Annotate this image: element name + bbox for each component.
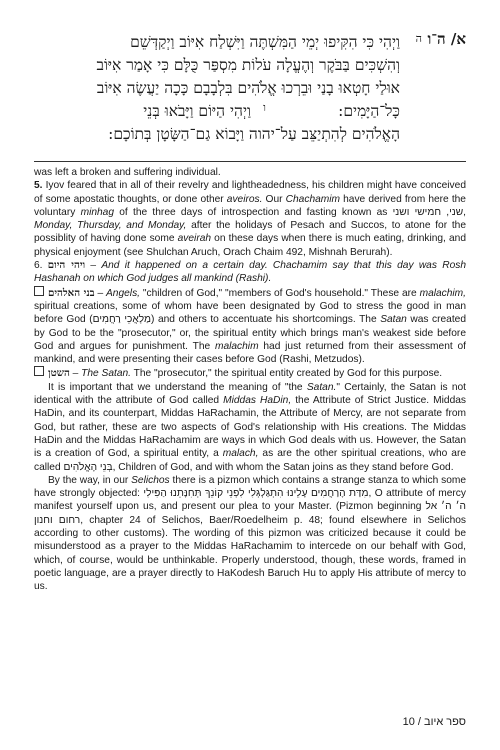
text: malach, [222, 448, 259, 460]
hebrew-headword: ויהי היום [47, 259, 86, 272]
chapter-verse-reference [427, 30, 466, 49]
text: Selichos [131, 474, 170, 486]
text: – And it happened on a certain day. Chachamim say that this day was Rosh Hashanah on which God judges all mankind (Rashi). [34, 260, 466, 285]
verse-text-block [34, 26, 466, 161]
verse-line: כָּל־הַיָּמִים: [338, 102, 400, 120]
text: aveirah [177, 233, 212, 245]
text: Our [262, 193, 286, 205]
text: Satan. [306, 381, 337, 393]
text: aveiros. [226, 193, 263, 205]
verse-line: וַיְהִי הַיּוֹם וַיָּבֹאוּ בְּנֵי [143, 102, 251, 120]
verse-line: אוּלַי חָטְאוּ בָנַי וּבֵרְכוּ אֱלֹהִים בִּלְבָבָם כָּכָה יַעֲשֶׂה אִיּוֹב [96, 79, 400, 97]
text: after the holidays of Pesach and Succos, to atone for the possiblity of having done some [34, 220, 466, 245]
text: Satan [380, 314, 407, 326]
divider [34, 161, 466, 162]
text: Iyov feared that in all of their revelry and lightheadedness, his children might have conceived of some apostatic thoughts, or done other [34, 180, 466, 205]
page [34, 26, 466, 594]
text: – [94, 287, 107, 299]
text: spiritual creations, some of whom have been designated by God to stress the good in man before God (מַלְאֲכֵי רַחֲמִים) and others to accentuate his shortcomings. The [34, 300, 466, 326]
text: minhag [80, 206, 115, 218]
text: "children of God," "members of God's household." These are [140, 287, 420, 299]
checkbox-icon [34, 366, 44, 376]
text: the Attribute of Strict Justice. Middas HaDin, and its counterpart, Middas HaRachamin, the Attribute of Mercy, are not separate from God, but rather, these are two aspects of God's relationship with His creations. The Middas HaDin and the Middas HaRachamim are ways in which God deals with us. However, the Satan is a creation of God, a spiritual entity, a [34, 395, 467, 460]
verse-number-5: ה [415, 32, 422, 45]
footer-text: ספר איוב / 10 [402, 716, 466, 728]
paragraph [34, 286, 466, 367]
text: By the way, in our [48, 474, 132, 486]
verse-line: וַיְהִי כִּי הִקִּיפוּ יְמֵי הַמִּשְׁתֶּה וַיִּשְׁלַח אִיּוֹב וַיְקַדְּשֵׁם [130, 33, 400, 51]
text: Monday, Thursday, and Monday, [34, 220, 187, 232]
reference-main: א/ ה־ו [427, 30, 466, 48]
checkbox-icon [34, 286, 44, 296]
paragraph [34, 259, 466, 286]
commentary [34, 166, 466, 594]
hebrew-headword: השטן [48, 367, 70, 380]
text: " Certainly, the Satan is not identical with the attribute of God called [34, 381, 466, 407]
text: there is a pizmon which contains a strange stanza to which some have strongly objected: מִדַּת הָרַחֲמִים עָלֵינוּ הִתְגַּלְגְּלִי לִפְנֵי קוֹנֵךְ תְּחִנָּתֵנוּ הַפִּילִי, O attribute of mercy manifest yourself upon us, and present our plea to your Master. (Pizmon beginning ה׳ ה׳ אל רחום וחנון, chapter 24 of Selichos, Baer/Roedelheim p. 48; found elsewhere in Selichos according to other customs). The wording of this pizmon was criticized because it could be misunderstood as a prayer to the Middas HaRachamim to intercede on our behalf with God, which, of course, would be unthinkable. Properly understood, though, these words, framed in poetic language, are a prayer directly to HaKodesh Baruch Hu to apply His attribute of mercy to us. [34, 474, 467, 593]
paragraph: was left a broken and suffering individual. [34, 167, 221, 178]
text: had just returned from their assessment of mankind, and were presenting their cases before God (Rashi, Metzudos). [34, 340, 466, 366]
text: was created by God to be the "prosecutor," or, the spiritual entity which brings man's weakest side before God and argues for punishment. The [34, 314, 466, 352]
text: It is important that we understand the meaning of "the [48, 381, 307, 393]
hebrew-headword: בני האלהים [48, 286, 95, 299]
text: malachim, [419, 287, 466, 299]
note-number: 5. [34, 180, 43, 192]
verse-line: הָאֱלֹהִים לְהִתְיַצֵּב עַל־יהוה וַיָּבוֹא גַם־הַשָּׂטָן בְּתוֹכָם: [108, 125, 400, 143]
note-number: 6. [34, 260, 43, 272]
text: as are the other spiritual creations, who are called בְּנֵי הָאֱלֹהִים, Children of God, and with whom the Satan joins as they stand before God. [34, 448, 466, 473]
verse-line: וְהִשְׁכִּים בַּבֹּקֶר וְהֶעֱלָה עֹלוֹת מִסְפַּר כֻּלָּם כִּי אָמַר אִיּוֹב [96, 56, 400, 74]
text: The "prosecutor," the spiritual entity created by God for this purpose. [131, 368, 443, 380]
text: on these days when there is much eating, drinking, and physical enjoyment (see Shulchan Aruch, Orach Chaim 492, Mishnah Berurah). [34, 233, 466, 258]
text: Middas HaDin, [223, 395, 292, 407]
verse-number-6: ו [263, 101, 266, 114]
text: – The Satan. [69, 368, 131, 380]
paragraph [34, 474, 466, 594]
text: malachim [214, 340, 259, 352]
text: Chachamim [285, 193, 341, 205]
text: of the three days of introspection and fasting known as שני, חמישי ושני, [114, 206, 467, 218]
text: have derived from here the voluntary [34, 193, 466, 218]
paragraph [34, 366, 466, 380]
paragraph [34, 381, 466, 474]
paragraph [34, 179, 466, 259]
page-footer [403, 716, 466, 728]
text: Angels, [106, 287, 140, 299]
